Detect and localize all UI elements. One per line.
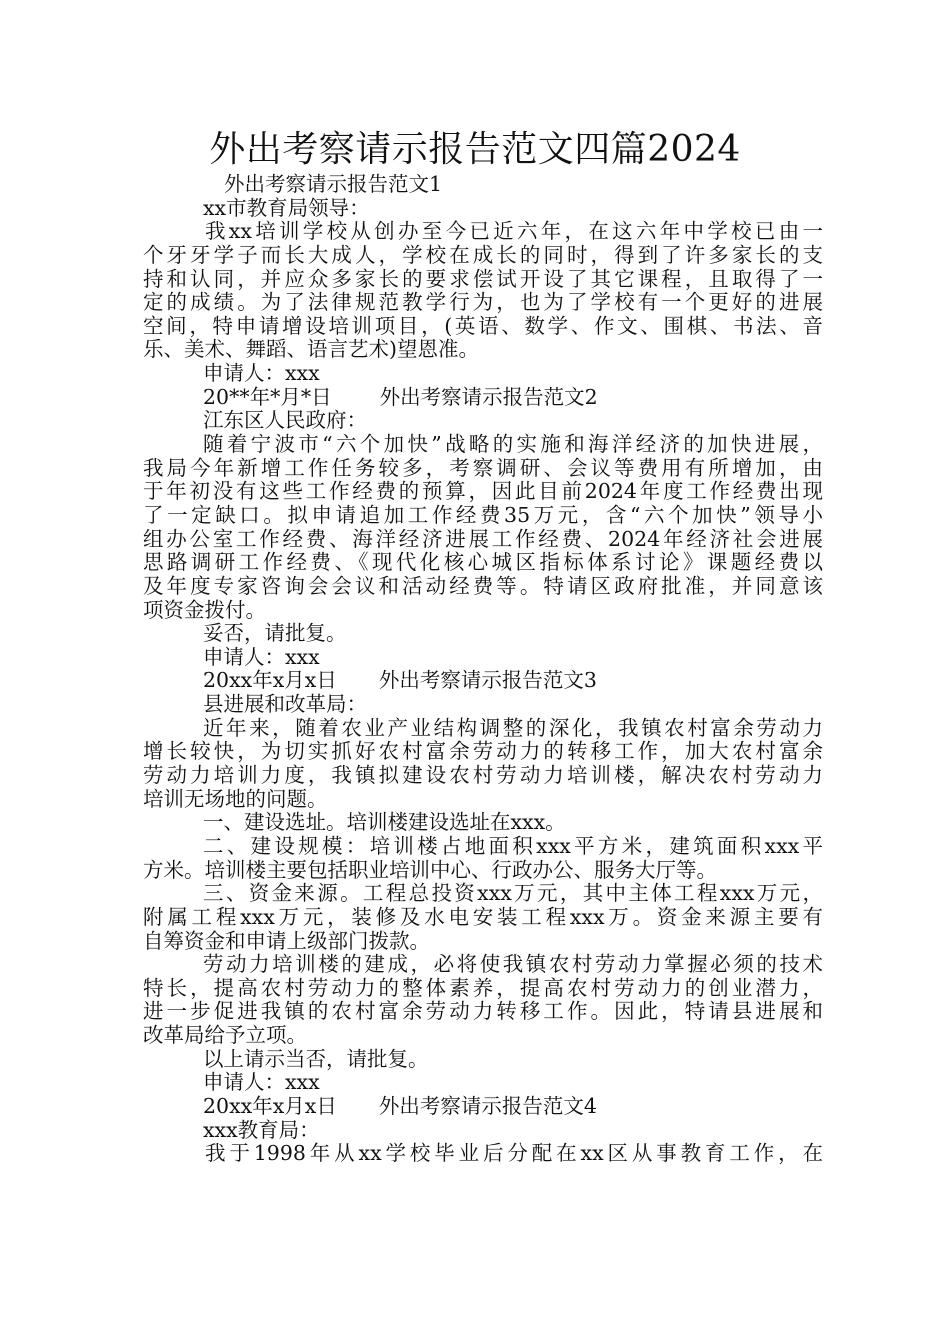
paragraph-line: 自筹资金和申请上级部门拨款。	[143, 928, 430, 953]
document-title: 外出考察请示报告范文四篇2024	[209, 129, 741, 170]
paragraph-line: 及年度专家咨询会会议和活动经费等。特请区政府批准，并同意该	[143, 573, 823, 598]
paragraph-line: 劳动力培训楼的建成，必将使我镇农村劳动力掌握必须的技术	[203, 952, 823, 977]
paragraph-line: 方米。培训楼主要包括职业培训中心、行政办公、服务大厅等。	[143, 857, 717, 882]
paragraph-line: 附属工程xxx万元，装修及水电安装工程xxx万。资金来源主要有	[143, 904, 823, 929]
paragraph-line: 劳动力培训力度，我镇拟建设农村劳动力培训楼，解决农村劳动力	[143, 763, 823, 788]
list-item: 一、建设选址。培训楼建设选址在xxx。	[203, 810, 566, 835]
closing-line: 以上请示当否，请批复。	[203, 1046, 429, 1071]
date-and-heading-line	[143, 669, 823, 693]
addressee-line: xx市教育局领导：	[203, 195, 370, 220]
section-heading-3: 外出考察请示报告范文3	[378, 668, 597, 693]
date-text: 20xx年x月x日	[203, 668, 337, 693]
closing-line: 妥否，请批复。	[203, 621, 347, 646]
paragraph-line: 组办公室工作经费、海洋经济进展工作经费、2024年经济社会进展	[143, 526, 823, 551]
paragraph-line: 个牙牙学子而长大成人，学校在成长的同时，得到了许多家长的支	[143, 242, 823, 267]
date-and-heading-line	[143, 386, 823, 410]
paragraph-line: 进一步促进我镇的农村富余劳动力转移工作。因此，特请县进展和	[143, 999, 823, 1024]
applicant-line: 申请人：xxx	[203, 1070, 320, 1095]
date-text: 20**年*月*日	[203, 384, 332, 409]
addressee-line: xxx教育局：	[203, 1117, 320, 1142]
paragraph-line: 持和认同，并应众多家长的要求偿试开设了其它课程，且取得了一	[143, 266, 823, 291]
addressee-line: 江东区人民政府：	[203, 408, 367, 433]
date-text: 20xx年x月x日	[203, 1093, 337, 1118]
section-heading-1: 外出考察请示报告范文1	[224, 172, 443, 196]
paragraph-line: 于年初没有这些工作经费的预算，因此目前2024年度工作经费出现	[143, 479, 823, 504]
section-heading-2: 外出考察请示报告范文2	[379, 384, 598, 409]
list-item: 二、建设规模：培训楼占地面积xxx平方米，建筑面积xxx平	[203, 833, 823, 858]
paragraph-line: 定的成绩。为了法律规范教学行为，也为了学校有一个更好的进展	[143, 290, 823, 315]
paragraph-line: 我于1998年从xx学校毕业后分配在xx区从事教育工作，在	[205, 1141, 823, 1166]
applicant-line: 申请人：xxx	[203, 361, 320, 386]
paragraph-line: 随着宁波市“六个加快”战略的实施和海洋经济的加快进展，	[203, 432, 823, 457]
section-heading-4: 外出考察请示报告范文4	[378, 1093, 597, 1118]
date-and-heading-line	[143, 1095, 823, 1119]
list-item: 三、资金来源。工程总投资xxx万元，其中主体工程xxx万元，	[203, 881, 823, 906]
addressee-line: 县进展和改革局：	[203, 692, 367, 717]
document-body	[143, 173, 823, 1166]
paragraph-line: 乐、美术、舞蹈、语言艺术)望恩准。	[143, 337, 479, 362]
paragraph-line: 培训无场地的问题。	[143, 786, 328, 811]
paragraph-line: 空间，特申请增设培训项目，(英语、数学、作文、围棋、书法、音	[143, 313, 823, 338]
paragraph-line: 改革局给予立项。	[143, 1023, 307, 1048]
paragraph-line: 增长较快，为切实抓好农村富余劳动力的转移工作，加大农村富余	[143, 739, 823, 764]
paragraph-line: 了一定缺口。拟申请追加工作经费35万元，含“六个加快”领导小	[143, 502, 823, 527]
paragraph-line: 我局今年新增工作任务较多，考察调研、会议等费用有所增加，由	[143, 455, 823, 480]
applicant-line: 申请人：xxx	[203, 644, 320, 669]
paragraph-line: 我xx培训学校从创办至今已近六年，在这六年中学校已由一	[205, 219, 823, 244]
paragraph-line: 项资金拨付。	[143, 597, 266, 622]
paragraph-line: 近年来，随着农业产业结构调整的深化，我镇农村富余劳动力	[203, 715, 823, 740]
paragraph-line: 特长，提高农村劳动力的整体素养，提高农村劳动力的创业潜力，	[143, 975, 823, 1000]
paragraph-line: 思路调研工作经费、《现代化核心城区指标体系讨论》课题经费以	[143, 550, 823, 575]
